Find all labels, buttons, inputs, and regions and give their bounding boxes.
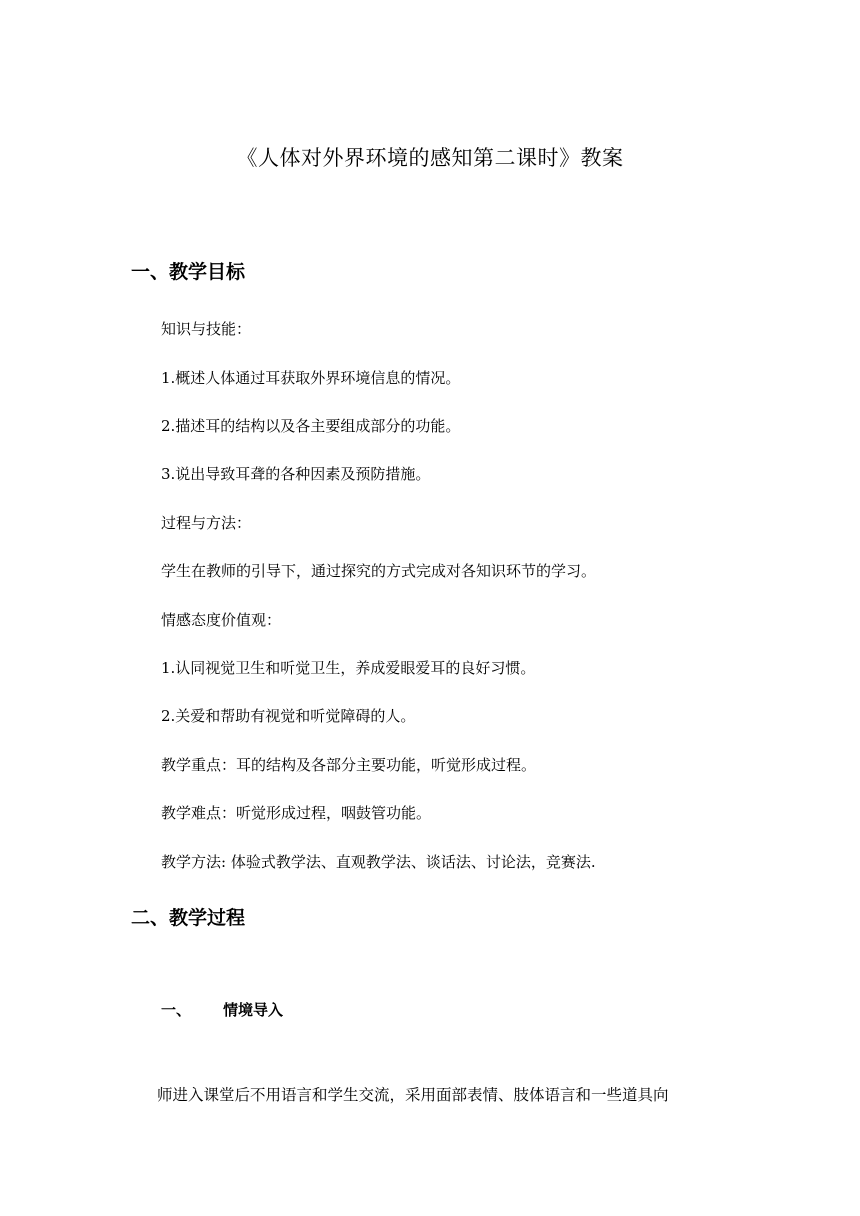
section-heading-objectives: 一、教学目标 <box>131 261 246 283</box>
subsection-label: 情境导入 <box>223 1001 284 1019</box>
paragraph: 教学难点：听觉形成过程，咽鼓管功能。 <box>161 804 432 822</box>
subsection-heading <box>161 999 283 1021</box>
paragraph: 学生在教师的引导下，通过探究的方式完成对各知识环节的学习。 <box>161 562 597 580</box>
section-heading-process: 二、教学过程 <box>131 907 246 929</box>
paragraph: 情感态度价值观： <box>161 611 282 629</box>
paragraph: 教学重点：耳的结构及各部分主要功能，听觉形成过程。 <box>161 756 537 774</box>
paragraph: 教学方法: 体验式教学法、直观教学法、谈话法、讨论法，竞赛法. <box>161 853 596 871</box>
paragraph: 1.认同视觉卫生和听觉卫生，养成爱眼爱耳的良好习惯。 <box>161 659 536 677</box>
paragraph: 知识与技能： <box>161 320 252 338</box>
paragraph: 1.概述人体通过耳获取外界环境信息的情况。 <box>161 369 461 387</box>
paragraph: 过程与方法： <box>161 514 252 532</box>
subsection-number: 一、 <box>161 1001 192 1019</box>
paragraph: 2.描述耳的结构以及各主要组成部分的功能。 <box>161 417 461 435</box>
body-paragraph: 师进入课堂后不用语言和学生交流，采用面部表情、肢体语言和一些道具向 <box>157 1086 669 1104</box>
document-title: 《人体对外界环境的感知第二课时》教案 <box>236 146 624 170</box>
paragraph: 2.关爱和帮助有视觉和听觉障碍的人。 <box>161 707 416 725</box>
paragraph: 3.说出导致耳聋的各种因素及预防措施。 <box>161 465 431 483</box>
